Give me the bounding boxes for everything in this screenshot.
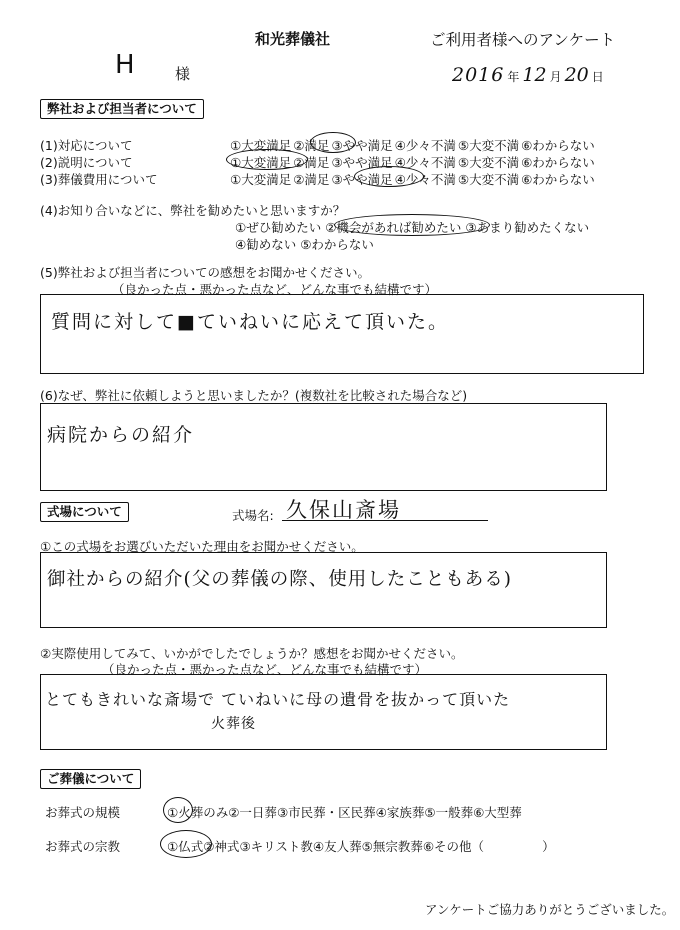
q5-answer: 質問に対して■ていねいに応えて頂いた。 <box>51 311 449 333</box>
q2-selection-mark <box>226 149 308 170</box>
religion-label: お葬式の宗教 <box>45 839 121 854</box>
scale-options <box>167 803 522 821</box>
q3-row <box>40 170 597 188</box>
venue-value: 久保山斎場 <box>286 498 401 522</box>
q4-opt-2[interactable]: ②機会があれば勧めたい <box>325 220 462 235</box>
q1-selection-mark <box>310 132 356 153</box>
q2-opt-2[interactable]: ②満足 <box>293 155 330 170</box>
q2-label: (2)説明について <box>40 155 133 170</box>
q4-opt-1[interactable]: ①ぜひ勧めたい <box>235 220 322 235</box>
q1-opt-4[interactable]: ④少々不満 <box>394 138 456 153</box>
q2-opt-4[interactable]: ④少々不満 <box>394 155 456 170</box>
date-day: 20 <box>564 64 589 86</box>
q5-sub: （良かった点・悪かった点など、どんな事でも結構です） <box>112 282 438 297</box>
scale-opt-1[interactable]: ①火葬のみ <box>167 805 229 820</box>
section-funeral-title: ご葬儀について <box>40 769 141 789</box>
q3-opt-1[interactable]: ①大変満足 <box>230 172 292 187</box>
customer-initial: H <box>115 50 135 80</box>
religion-opt-1[interactable]: ①仏式 <box>167 839 204 854</box>
date-month: 12 <box>522 64 547 86</box>
date-month-unit: 月 <box>549 70 562 84</box>
q3-opt-4[interactable]: ④少々不満 <box>394 172 456 187</box>
venue-q1-answer: 御社からの紹介(父の葬儀の際、使用したこともある) <box>47 569 512 590</box>
footer-thanks: アンケートご協力ありがとうございました。 <box>425 902 675 917</box>
q2-opt-5[interactable]: ⑤大変不満 <box>457 155 520 170</box>
section-company-staff-title: 弊社および担当者について <box>40 99 204 119</box>
scale-opt-6[interactable]: ⑥大型葬 <box>473 805 522 820</box>
date-year-unit: 年 <box>507 70 520 84</box>
religion-opt-2[interactable]: ②神式 <box>203 839 240 854</box>
date <box>452 64 604 86</box>
q1-opt-1[interactable]: ①大変満足 <box>230 138 292 153</box>
date-year: 2016 <box>452 64 505 86</box>
q3-opt-3[interactable]: ③やや満足 <box>331 172 393 187</box>
religion-opt-5[interactable]: ⑤無宗教葬 <box>361 839 423 854</box>
q4-opt-5[interactable]: ⑤わからない <box>300 237 374 252</box>
q1-opt-5[interactable]: ⑤大変不満 <box>457 138 520 153</box>
survey-title: ご利用者様へのアンケート <box>430 31 616 49</box>
q2-opt-6[interactable]: ⑥わからない <box>521 155 595 170</box>
venue-q2-insert: 火葬後 <box>211 716 256 732</box>
scale-label: お葬式の規模 <box>45 805 121 820</box>
q3-opt-2[interactable]: ②満足 <box>293 172 330 187</box>
scale-opt-2[interactable]: ②一日葬 <box>228 805 277 820</box>
religion-opt-3[interactable]: ③キリスト教 <box>239 839 313 854</box>
company-name: 和光葬儀社 <box>255 30 331 48</box>
date-day-unit: 日 <box>591 70 604 84</box>
venue-label: 式場名: <box>232 508 274 523</box>
q2-opt-3[interactable]: ③やや満足 <box>331 155 393 170</box>
scale-selection-mark <box>163 797 193 823</box>
q4-options-line2 <box>235 235 374 253</box>
q5-answer-box[interactable] <box>40 294 644 374</box>
q4-selection-mark <box>334 214 490 236</box>
venue-q1-text: ①この式場をお選びいただいた理由をお聞かせください。 <box>40 539 364 554</box>
q4-opt-3[interactable]: ③あまり勧めたくない <box>465 220 590 235</box>
venue-q2-text: ②実際使用してみて、いかがでしたでしょうか？感想をお聞かせください。 <box>40 646 464 661</box>
q6-text: (6)なぜ、弊社に依頼しようと思いましたか？(複数社を比較された場合など) <box>40 388 468 403</box>
q6-answer-box[interactable] <box>40 403 607 491</box>
religion-opt-6[interactable]: ⑥その他（ <box>422 839 485 854</box>
section-venue-title: 式場について <box>40 502 129 522</box>
sama-label: 様 <box>175 65 191 83</box>
venue-q2-answer: とてもきれいな斎場で ていねいに母の遺骨を抜かって頂いた <box>45 690 511 709</box>
venue-underline <box>282 520 488 521</box>
scale-opt-3[interactable]: ③市民葬・区民葬 <box>276 805 376 820</box>
q4-text: (4)お知り合いなどに、弊社を勧めたいと思いますか？ <box>40 203 346 218</box>
q2-row <box>40 153 597 171</box>
q3-selection-mark <box>354 166 424 187</box>
q3-opt-6[interactable]: ⑥わからない <box>521 172 595 187</box>
q3-opt-5[interactable]: ⑤大変不満 <box>457 172 520 187</box>
q3-label: (3)葬儀費用について <box>40 172 158 187</box>
q2-opt-1[interactable]: ①大変満足 <box>230 155 292 170</box>
venue-q1-answer-box[interactable] <box>40 552 607 628</box>
venue-q2-answer-box[interactable] <box>40 674 607 750</box>
religion-selection-mark <box>160 830 212 858</box>
q5-text: (5)弊社および担当者についての感想をお聞かせください。 <box>40 265 370 280</box>
scale-opt-4[interactable]: ④家族葬 <box>375 805 425 820</box>
q6-answer: 病院からの紹介 <box>47 424 195 446</box>
venue-q2-sub: （良かった点・悪かった点など、どんな事でも結構です） <box>102 662 428 677</box>
religion-opt-4[interactable]: ④友人葬 <box>312 839 362 854</box>
religion-options <box>167 837 555 855</box>
q4-opt-4[interactable]: ④勧めない <box>235 237 297 252</box>
q1-opt-6[interactable]: ⑥わからない <box>521 138 595 153</box>
q1-opt-2[interactable]: ②満足 <box>293 138 330 153</box>
scale-opt-5[interactable]: ⑤一般葬 <box>424 805 474 820</box>
q1-label: (1)対応について <box>40 138 133 153</box>
religion-other-close: ） <box>542 839 555 854</box>
q1-opt-3[interactable]: ③やや満足 <box>331 138 393 153</box>
